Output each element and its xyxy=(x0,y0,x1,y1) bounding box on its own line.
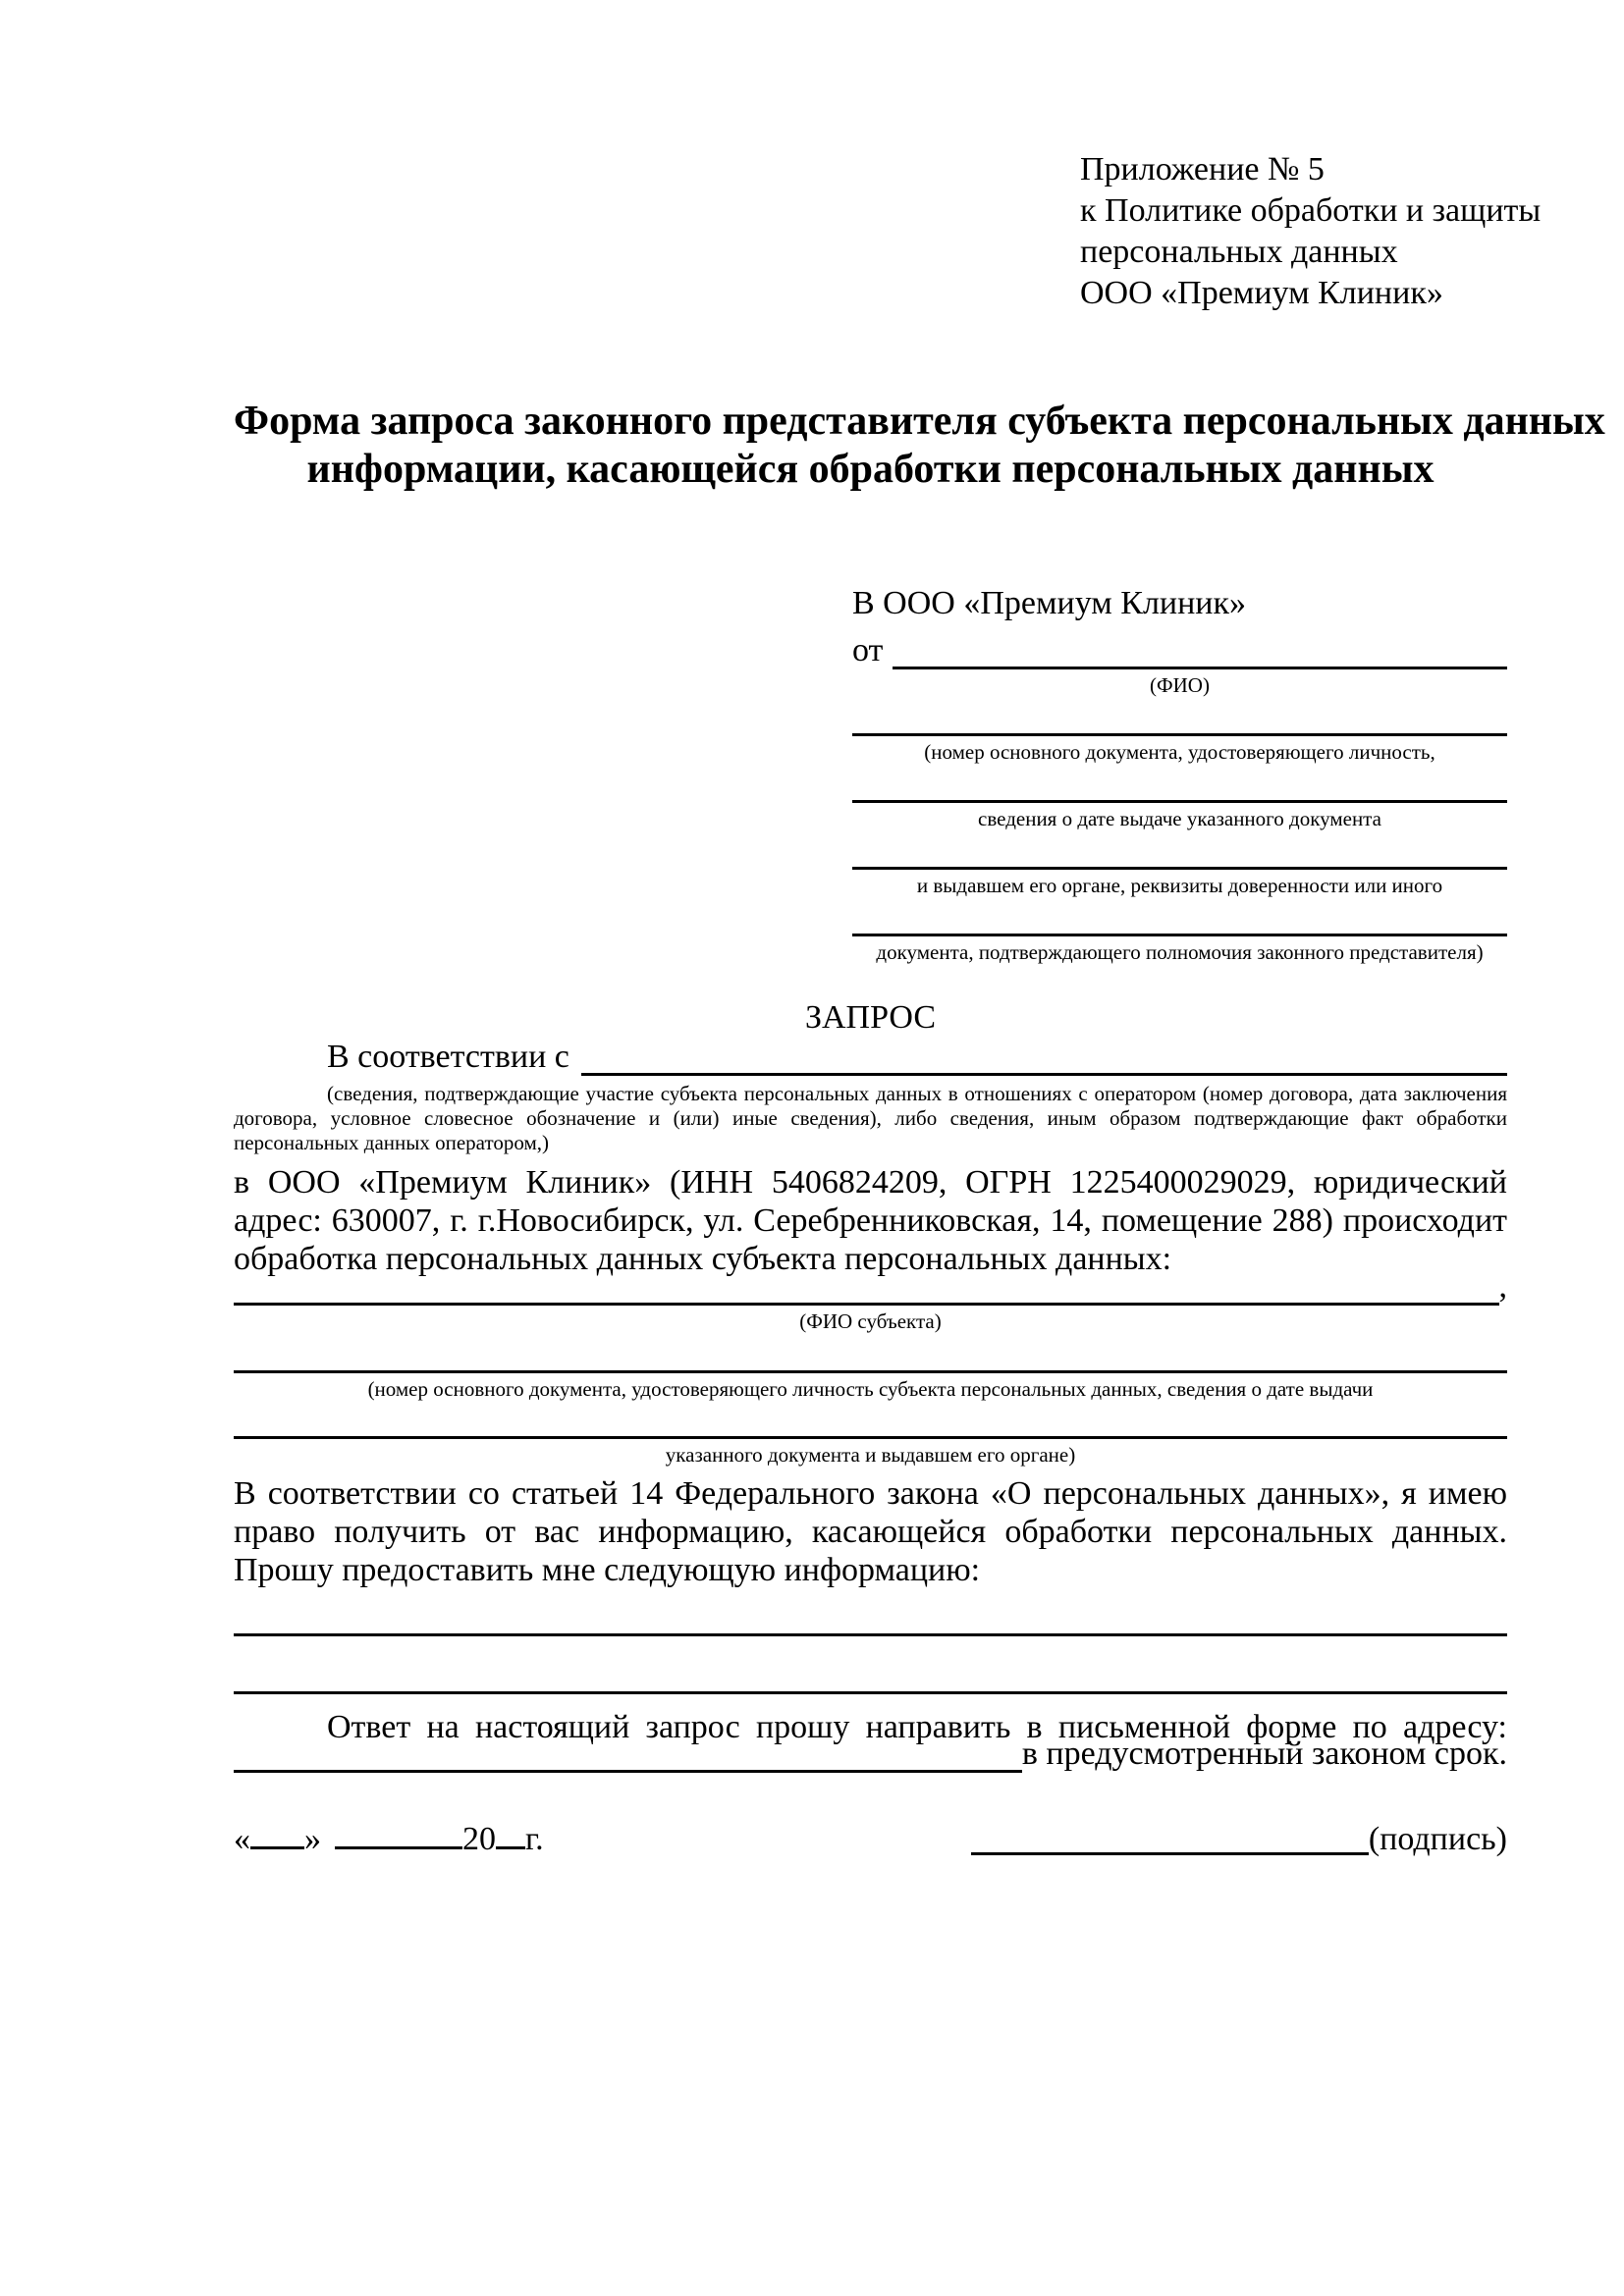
representative-doc-caption-4: документа, подтверждающего полномочия законного представителя) xyxy=(876,940,1484,964)
info-request-input-line-2[interactable] xyxy=(234,1636,1507,1694)
form-title xyxy=(234,398,1605,494)
law-paragraph: В соответствии со статьей 14 Федерального закона «О персональных данных», я имею право получить от вас информацию, касающейся обработки персональных данных. Прошу предоставить мне следующую информацию: xyxy=(234,1475,1507,1588)
representative-doc-input-line-3[interactable] xyxy=(852,830,1507,870)
date-month-input-line[interactable] xyxy=(335,1844,462,1849)
reply-address-row xyxy=(234,1735,1507,1773)
subject-fio-input-line[interactable] xyxy=(234,1303,1499,1306)
request-heading: ЗАПРОС xyxy=(804,999,937,1036)
date-year-suffix: г. xyxy=(525,1821,544,1857)
form-title-line: Форма запроса законного представителя субъекта персональных данных xyxy=(234,399,1605,444)
trailing-comma: , xyxy=(1498,1268,1507,1305)
addressee-block xyxy=(852,584,1507,964)
request-body xyxy=(234,1041,1507,1773)
fio-caption: (ФИО) xyxy=(1150,673,1210,697)
date-field xyxy=(234,1820,544,1859)
appendix-line: ООО «Премиум Клиник» xyxy=(1080,275,1443,311)
appendix-header xyxy=(1080,149,1542,314)
date-day-input-line[interactable] xyxy=(250,1844,304,1849)
form-title-line: информации, касающейся обработки персональных данных xyxy=(306,447,1435,492)
representative-doc-input-line-2[interactable] xyxy=(852,764,1507,803)
from-row xyxy=(852,623,1507,669)
representative-doc-caption-3: и выдавшем его органе, реквизиты доверенности или иного xyxy=(916,874,1443,897)
from-label: от xyxy=(852,632,884,668)
reply-tail: в предусмотренный законом срок. xyxy=(1021,1735,1507,1772)
info-request-input-line-1[interactable] xyxy=(234,1589,1507,1636)
address-input-line[interactable] xyxy=(234,1770,1022,1773)
representative-doc-caption-2: сведения о дате выдаче указанного документа xyxy=(978,807,1381,830)
basis-row xyxy=(234,1041,1507,1076)
subject-fio-row xyxy=(234,1268,1507,1306)
footer-row xyxy=(234,1820,1507,1859)
basis-lead: В соответствии с xyxy=(327,1039,569,1075)
subject-fio-caption: (ФИО субъекта) xyxy=(799,1309,942,1333)
appendix-line: персональных данных xyxy=(1080,234,1398,270)
representative-doc-caption-1: (номер основного документа, удостоверяющего личность, xyxy=(924,740,1435,764)
representative-doc-input-line-1[interactable] xyxy=(852,697,1507,736)
operator-paragraph: в ООО «Премиум Клиник» (ИНН 5406824209, ОГРН 1225400029029, юридический адрес: 630007, г. г.Новосибирск, ул. Серебренниковская, 14, помещение 288) происходит обработка персональных данных субъекта персональных данных: xyxy=(234,1164,1507,1277)
signature-input-line[interactable] xyxy=(971,1850,1369,1855)
subject-doc-caption-1: (номер основного документа, удостоверяющего личность субъекта персональных данных, сведения о дате выдачи xyxy=(367,1377,1374,1401)
subject-doc-caption-2: указанного документа и выдавшем его органе) xyxy=(665,1443,1076,1467)
signature-field xyxy=(971,1820,1507,1859)
appendix-line: к Политике обработки и защиты xyxy=(1080,192,1542,229)
date-close-quote: » xyxy=(304,1821,321,1857)
appendix-line: Приложение № 5 xyxy=(1080,151,1325,187)
subject-doc-input-line-2[interactable] xyxy=(234,1401,1507,1439)
signature-caption: (подпись) xyxy=(1368,1821,1507,1857)
subject-doc-input-line-1[interactable] xyxy=(234,1333,1507,1373)
addressee-org: В ООО «Премиум Клиник» xyxy=(852,585,1247,621)
basis-note: (сведения, подтверждающие участие субъекта персональных данных в отношениях с оператором (номер договора, дата заключения договора, условное словесное обозначение и (или) иные сведения), либо сведения, иным образом подтверждающие факт обработки персональных данных оператором,) xyxy=(234,1082,1507,1154)
date-year-prefix: 20 xyxy=(462,1821,496,1857)
date-open-quote: « xyxy=(234,1821,250,1857)
basis-input-line[interactable] xyxy=(581,1073,1507,1076)
date-year-input-line[interactable] xyxy=(496,1844,525,1849)
representative-fio-input-line[interactable] xyxy=(893,667,1507,669)
representative-doc-input-line-4[interactable] xyxy=(852,897,1507,936)
reply-paragraph: Ответ на настоящий запрос прошу направить в письменной форме по адресу: xyxy=(327,1709,1507,1745)
